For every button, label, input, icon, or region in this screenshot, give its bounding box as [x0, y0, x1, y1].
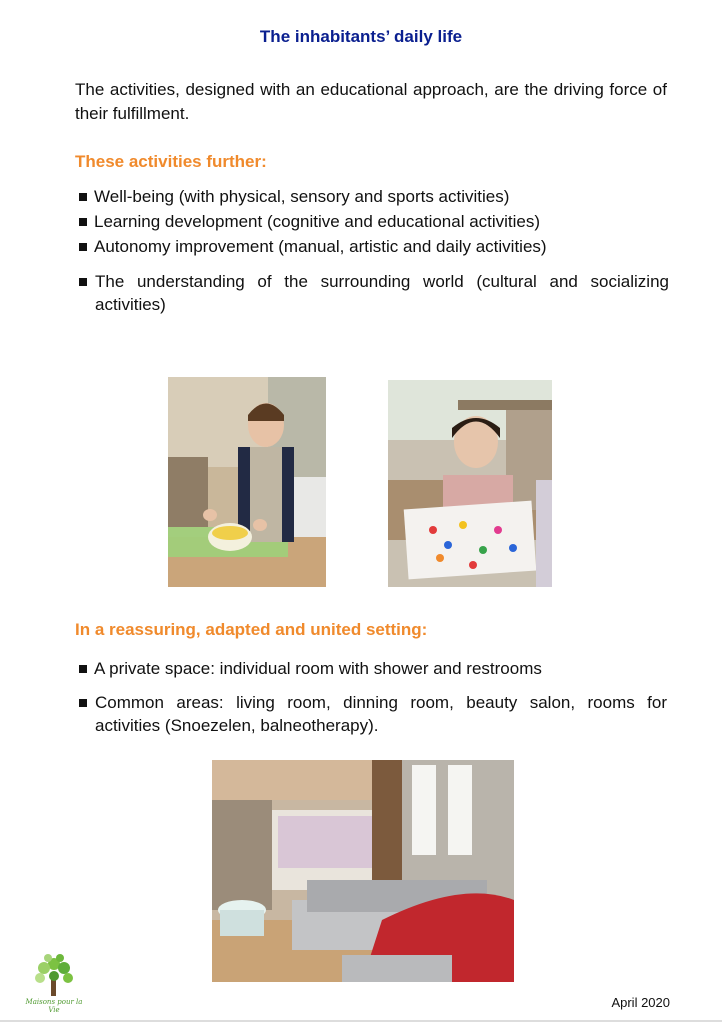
list-item: Common areas: living room, dinning room, beauty salon, rooms for activities (Snoezelen, balneotherapy).	[79, 691, 667, 737]
bullet-square-icon	[79, 218, 87, 226]
cooking-photo	[168, 377, 326, 587]
section1-heading: These activities further:	[75, 152, 267, 171]
list-item: A private space: individual room with shower and restrooms	[79, 657, 667, 680]
artwork-photo	[388, 380, 552, 587]
section2-heading: In a reassuring, adapted and united setting:	[75, 620, 428, 639]
logo	[22, 952, 86, 1012]
bullet-square-icon	[79, 193, 87, 201]
list-item: The understanding of the surrounding world (cultural and socializing activities)	[79, 270, 669, 316]
footer-date: April 2020	[611, 995, 670, 1010]
list-item: Learning development (cognitive and educational activities)	[79, 210, 667, 233]
bullet-square-icon	[79, 665, 87, 673]
tree-logo-icon	[22, 952, 86, 998]
bullet-square-icon	[79, 278, 87, 286]
bullet-square-icon	[79, 699, 87, 707]
bullet-square-icon	[79, 243, 87, 251]
list-item: Autonomy improvement (manual, artistic and daily activities)	[79, 235, 667, 258]
intro-paragraph: The activities, designed with an educational approach, are the driving force of their fulfillment.	[75, 80, 667, 123]
page-divider	[0, 1020, 722, 1022]
page-title: The inhabitants’ daily life	[259, 27, 463, 46]
list-item: Well-being (with physical, sensory and sports activities)	[79, 185, 667, 208]
logo-text: Maisons pour la Vie	[25, 998, 83, 1014]
living-room-photo	[212, 760, 514, 982]
